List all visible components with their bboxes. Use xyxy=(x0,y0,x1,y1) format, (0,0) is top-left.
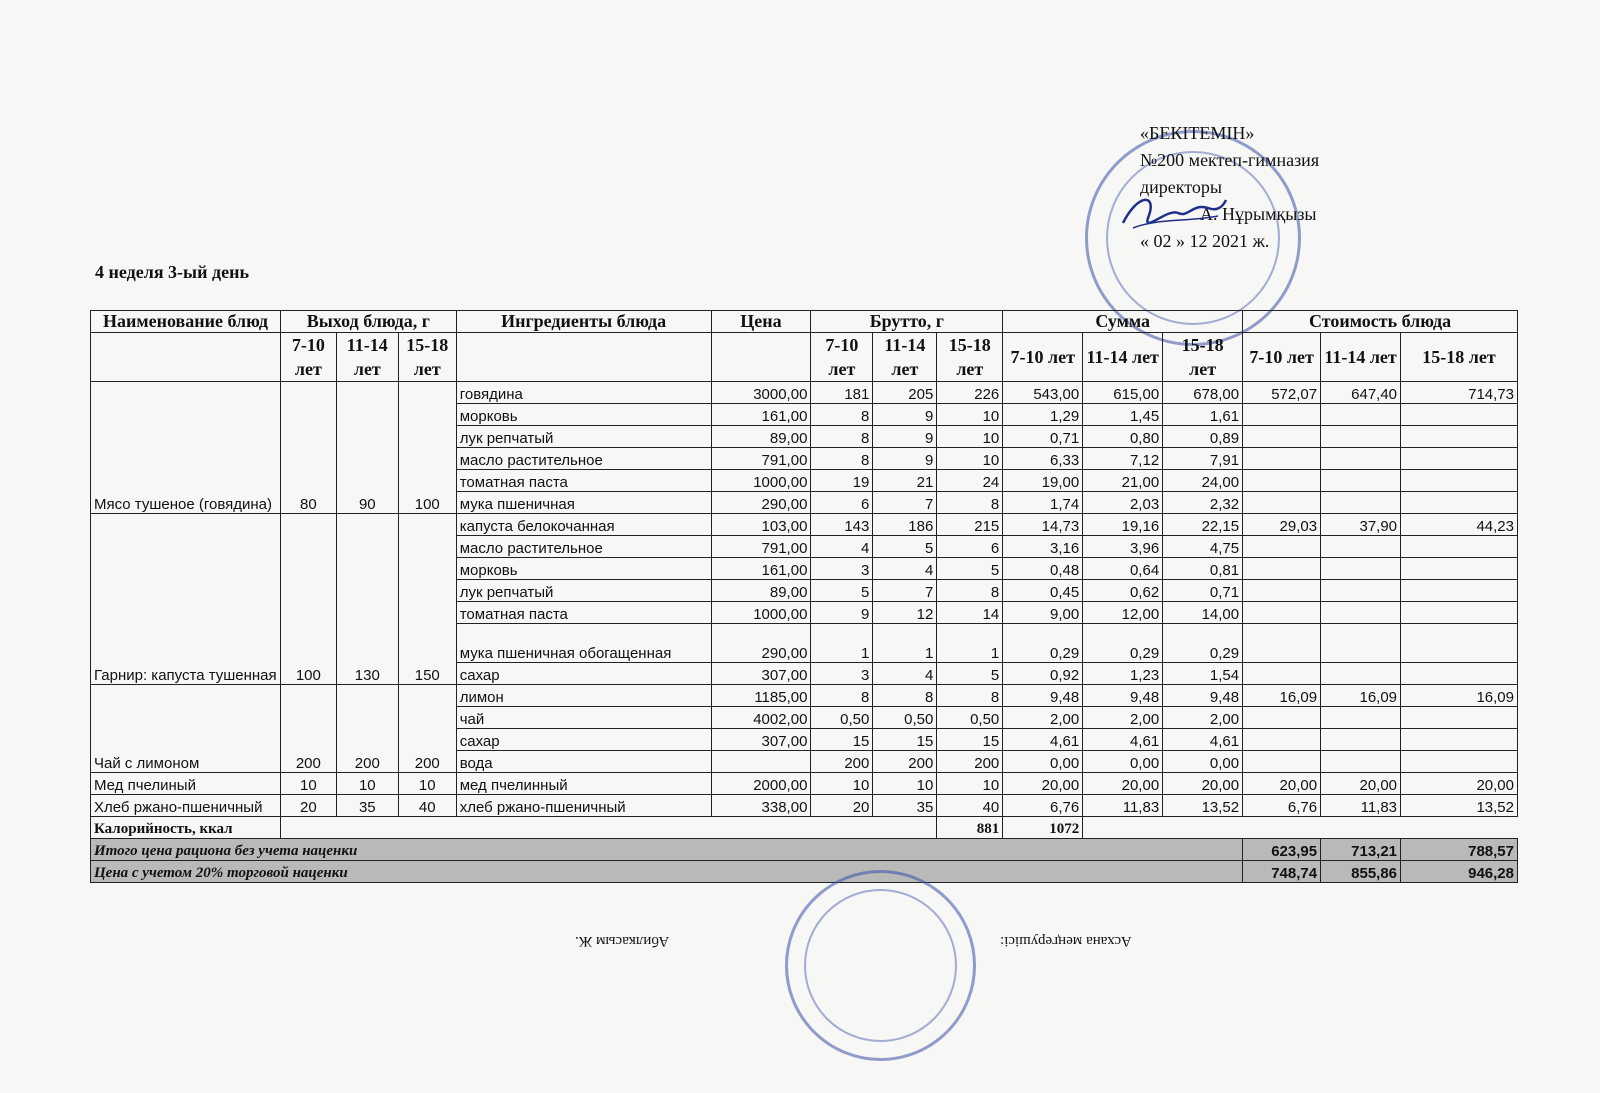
ingredient-brutto: 0,50 xyxy=(873,707,937,729)
ingredient-brutto: 15 xyxy=(811,729,873,751)
ingredient-brutto: 200 xyxy=(811,751,873,773)
empty-cell xyxy=(1321,751,1401,773)
ingredient-brutto: 3 xyxy=(811,558,873,580)
dish-cost: 20,00 xyxy=(1401,773,1518,795)
ingredient-name: лук репчатый xyxy=(456,580,711,602)
ingredient-brutto: 8 xyxy=(937,492,1003,514)
dish-output: 200 xyxy=(280,685,336,773)
empty-cell xyxy=(1321,558,1401,580)
header-sum-age3: 15-18 лет xyxy=(1163,333,1243,382)
empty-cell xyxy=(1243,404,1321,426)
table-row xyxy=(91,795,1518,817)
ingredient-brutto: 8 xyxy=(937,685,1003,707)
ingredient-sum: 0,29 xyxy=(1163,624,1243,663)
ingredient-price: 1000,00 xyxy=(711,602,811,624)
dish-output: 20 xyxy=(280,795,336,817)
empty-cell xyxy=(1321,580,1401,602)
empty-cell xyxy=(1243,602,1321,624)
empty-cell xyxy=(1321,426,1401,448)
ingredient-name: томатная паста xyxy=(456,470,711,492)
ingredient-price: 1000,00 xyxy=(711,470,811,492)
ingredient-sum: 9,48 xyxy=(1163,685,1243,707)
ingredient-price: 307,00 xyxy=(711,729,811,751)
empty-cell xyxy=(1321,492,1401,514)
ingredient-brutto: 200 xyxy=(937,751,1003,773)
menu-body xyxy=(91,382,1518,817)
ingredient-price: 89,00 xyxy=(711,426,811,448)
ingredient-brutto: 35 xyxy=(873,795,937,817)
ingredient-brutto: 9 xyxy=(873,448,937,470)
ingredient-brutto: 215 xyxy=(937,514,1003,536)
dish-cost: 11,83 xyxy=(1321,795,1401,817)
empty-cell xyxy=(1401,663,1518,685)
ingredient-brutto: 3 xyxy=(811,663,873,685)
ingredient-brutto: 8 xyxy=(937,580,1003,602)
header-sum: Сумма xyxy=(1003,311,1243,333)
ingredient-brutto: 143 xyxy=(811,514,873,536)
header-brutto: Брутто, г xyxy=(811,311,1003,333)
dish-name: Чай с лимоном xyxy=(91,685,281,773)
approval-line3: директоры xyxy=(1140,177,1223,197)
approval-line1: «БЕКІТЕМІН» xyxy=(1140,123,1255,143)
empty-cell xyxy=(1401,707,1518,729)
ingredient-brutto: 8 xyxy=(873,685,937,707)
ingredient-brutto: 5 xyxy=(811,580,873,602)
round-stamp-bottom xyxy=(785,870,976,1061)
dish-output: 80 xyxy=(280,382,336,514)
ingredient-brutto: 4 xyxy=(873,558,937,580)
empty-cell xyxy=(1321,707,1401,729)
dish-output: 90 xyxy=(336,382,398,514)
dish-output: 130 xyxy=(336,514,398,685)
empty-cell xyxy=(1401,602,1518,624)
ingredient-sum: 0,29 xyxy=(1003,624,1083,663)
menu-table xyxy=(90,310,1518,883)
dish-cost: 16,09 xyxy=(1401,685,1518,707)
ingredient-name: мука пшеничная обогащенная xyxy=(456,624,711,663)
ingredient-name: мед пчелинный xyxy=(456,773,711,795)
empty-cell xyxy=(1401,624,1518,663)
empty-cell xyxy=(1243,470,1321,492)
ingredient-price: 290,00 xyxy=(711,492,811,514)
approval-line2: №200 мектеп-гимназия xyxy=(1140,150,1320,170)
empty-cell xyxy=(1321,404,1401,426)
dish-cost: 714,73 xyxy=(1401,382,1518,404)
ingredient-sum: 1,74 xyxy=(1003,492,1083,514)
ingredient-brutto: 10 xyxy=(937,426,1003,448)
ingredient-sum: 3,96 xyxy=(1083,536,1163,558)
dish-output: 10 xyxy=(280,773,336,795)
ingredient-sum: 615,00 xyxy=(1083,382,1163,404)
ingredient-sum: 0,29 xyxy=(1083,624,1163,663)
ingredient-sum: 19,00 xyxy=(1003,470,1083,492)
ingredient-sum: 2,00 xyxy=(1003,707,1083,729)
ingredient-name: морковь xyxy=(456,558,711,580)
header-sum-age1: 7-10 лет xyxy=(1003,333,1083,382)
calories-row xyxy=(91,817,1518,839)
dish-output: 100 xyxy=(280,514,336,685)
header-ingredients: Ингредиенты блюда xyxy=(456,311,711,333)
ingredient-brutto: 5 xyxy=(937,663,1003,685)
ingredient-brutto: 10 xyxy=(873,773,937,795)
ingredient-sum: 2,00 xyxy=(1083,707,1163,729)
header-output: Выход блюда, г xyxy=(280,311,456,333)
ingredient-sum: 7,12 xyxy=(1083,448,1163,470)
ingredient-price: 161,00 xyxy=(711,558,811,580)
ingredient-brutto: 8 xyxy=(811,448,873,470)
empty-cell xyxy=(1243,663,1321,685)
ingredient-brutto: 4 xyxy=(873,663,937,685)
ingredient-brutto: 15 xyxy=(937,729,1003,751)
ingredient-sum: 0,00 xyxy=(1163,751,1243,773)
approval-line4: А. Нұрымқызы xyxy=(1200,204,1317,224)
ingredient-brutto: 1 xyxy=(873,624,937,663)
header-row-1 xyxy=(91,311,1518,333)
ingredient-sum: 1,23 xyxy=(1083,663,1163,685)
ingredient-sum: 13,52 xyxy=(1163,795,1243,817)
ingredient-brutto: 5 xyxy=(937,558,1003,580)
header-brutto-age3: 15-18 лет xyxy=(937,333,1003,382)
empty-cell xyxy=(1243,492,1321,514)
ingredient-brutto: 19 xyxy=(811,470,873,492)
ingredient-price: 290,00 xyxy=(711,624,811,663)
ingredient-sum: 22,15 xyxy=(1163,514,1243,536)
empty-cell xyxy=(1321,536,1401,558)
dish-output: 40 xyxy=(398,795,456,817)
ingredient-brutto: 226 xyxy=(937,382,1003,404)
ingredient-sum: 1,29 xyxy=(1003,404,1083,426)
dish-cost: 647,40 xyxy=(1321,382,1401,404)
dish-cost: 572,07 xyxy=(1243,382,1321,404)
ingredient-brutto: 205 xyxy=(873,382,937,404)
markup-value-3: 946,28 xyxy=(1401,861,1518,883)
ingredient-name: сахар xyxy=(456,663,711,685)
ingredient-sum: 543,00 xyxy=(1003,382,1083,404)
header-output-age2: 11-14 лет xyxy=(336,333,398,382)
ingredient-brutto: 5 xyxy=(873,536,937,558)
ingredient-brutto: 0,50 xyxy=(811,707,873,729)
ingredient-brutto: 9 xyxy=(811,602,873,624)
ingredient-sum: 4,75 xyxy=(1163,536,1243,558)
ingredient-sum: 14,73 xyxy=(1003,514,1083,536)
ingredient-brutto: 7 xyxy=(873,580,937,602)
ingredient-brutto: 186 xyxy=(873,514,937,536)
header-brutto-age2: 11-14 лет xyxy=(873,333,937,382)
dish-cost: 16,09 xyxy=(1243,685,1321,707)
ingredient-sum: 3,16 xyxy=(1003,536,1083,558)
header-cost-age3: 15-18 лет xyxy=(1401,333,1518,382)
empty-cell xyxy=(1243,624,1321,663)
empty-cell xyxy=(1243,426,1321,448)
header-brutto-age1: 7-10 лет xyxy=(811,333,873,382)
ingredient-sum: 21,00 xyxy=(1083,470,1163,492)
markup-label: Цена с учетом 20% торговой наценки xyxy=(91,861,1243,883)
ingredient-brutto: 8 xyxy=(811,404,873,426)
ingredient-brutto: 8 xyxy=(811,685,873,707)
total-value-3: 788,57 xyxy=(1401,839,1518,861)
dish-cost: 37,90 xyxy=(1321,514,1401,536)
total-value-1: 623,95 xyxy=(1243,839,1321,861)
ingredient-sum: 6,76 xyxy=(1003,795,1083,817)
ingredient-brutto: 6 xyxy=(811,492,873,514)
dish-name: Мед пчелиный xyxy=(91,773,281,795)
dish-output: 10 xyxy=(336,773,398,795)
ingredient-brutto: 10 xyxy=(811,773,873,795)
empty-cell xyxy=(1321,602,1401,624)
ingredient-brutto: 7 xyxy=(873,492,937,514)
table-row xyxy=(91,685,1518,707)
ingredient-sum: 20,00 xyxy=(1163,773,1243,795)
ingredient-sum: 24,00 xyxy=(1163,470,1243,492)
ingredient-price: 103,00 xyxy=(711,514,811,536)
dish-output: 150 xyxy=(398,514,456,685)
dish-name: Хлеб ржано-пшеничный xyxy=(91,795,281,817)
dish-output: 100 xyxy=(398,382,456,514)
ingredient-brutto: 8 xyxy=(811,426,873,448)
ingredient-price: 307,00 xyxy=(711,663,811,685)
calories-label: Калорийность, ккал xyxy=(91,817,281,839)
total-row xyxy=(91,839,1518,861)
ingredient-sum: 7,91 xyxy=(1163,448,1243,470)
table-row xyxy=(91,382,1518,404)
dish-cost: 20,00 xyxy=(1321,773,1401,795)
ingredient-sum: 14,00 xyxy=(1163,602,1243,624)
ingredient-sum: 9,48 xyxy=(1083,685,1163,707)
ingredient-sum: 9,00 xyxy=(1003,602,1083,624)
ingredient-price: 4002,00 xyxy=(711,707,811,729)
empty-cell xyxy=(1243,729,1321,751)
empty-cell xyxy=(1401,580,1518,602)
header-price: Цена xyxy=(711,311,811,333)
ingredient-name: томатная паста xyxy=(456,602,711,624)
ingredient-sum: 0,64 xyxy=(1083,558,1163,580)
header-dish: Наименование блюд xyxy=(91,311,281,333)
dish-output: 10 xyxy=(398,773,456,795)
header-sum-age2: 11-14 лет xyxy=(1083,333,1163,382)
ingredient-price: 161,00 xyxy=(711,404,811,426)
empty-cell xyxy=(1401,558,1518,580)
dish-cost: 29,03 xyxy=(1243,514,1321,536)
total-label: Итого цена рациона без учета наценки xyxy=(91,839,1243,861)
ingredient-name: лимон xyxy=(456,685,711,707)
ingredient-sum: 20,00 xyxy=(1003,773,1083,795)
dish-cost: 16,09 xyxy=(1321,685,1401,707)
dish-output: 35 xyxy=(336,795,398,817)
ingredient-brutto: 1 xyxy=(811,624,873,663)
empty-cell xyxy=(1321,729,1401,751)
markup-value-2: 855,86 xyxy=(1321,861,1401,883)
ingredient-sum: 0,80 xyxy=(1083,426,1163,448)
ingredient-sum: 1,54 xyxy=(1163,663,1243,685)
empty-cell xyxy=(1401,448,1518,470)
empty-cell xyxy=(1321,663,1401,685)
ingredient-sum: 0,71 xyxy=(1163,580,1243,602)
ingredient-name: масло растительное xyxy=(456,536,711,558)
ingredient-price: 338,00 xyxy=(711,795,811,817)
empty-cell xyxy=(1321,624,1401,663)
ingredient-name: хлеб ржано-пшеничный xyxy=(456,795,711,817)
dish-cost: 44,23 xyxy=(1401,514,1518,536)
ingredient-name: мука пшеничная xyxy=(456,492,711,514)
ingredient-price: 89,00 xyxy=(711,580,811,602)
ingredient-brutto: 20 xyxy=(811,795,873,817)
dish-output: 200 xyxy=(336,685,398,773)
markup-row xyxy=(91,861,1518,883)
ingredient-brutto: 9 xyxy=(873,426,937,448)
ingredient-sum: 0,81 xyxy=(1163,558,1243,580)
ingredient-name: вода xyxy=(456,751,711,773)
table-row xyxy=(91,773,1518,795)
header-cost-age1: 7-10 лет xyxy=(1243,333,1321,382)
ingredient-sum: 4,61 xyxy=(1003,729,1083,751)
ingredient-sum: 11,83 xyxy=(1083,795,1163,817)
ingredient-brutto: 9 xyxy=(873,404,937,426)
ingredient-brutto: 15 xyxy=(873,729,937,751)
ingredient-name: морковь xyxy=(456,404,711,426)
total-value-2: 713,21 xyxy=(1321,839,1401,861)
ingredient-brutto: 181 xyxy=(811,382,873,404)
ingredient-sum: 0,89 xyxy=(1163,426,1243,448)
ingredient-sum: 19,16 xyxy=(1083,514,1163,536)
ingredient-brutto: 10 xyxy=(937,773,1003,795)
dish-cost: 6,76 xyxy=(1243,795,1321,817)
ingredient-brutto: 12 xyxy=(873,602,937,624)
empty-cell xyxy=(1243,580,1321,602)
ingredient-brutto: 200 xyxy=(873,751,937,773)
ingredient-name: сахар xyxy=(456,729,711,751)
ingredient-brutto: 10 xyxy=(937,448,1003,470)
calories-value-1: 881 xyxy=(937,817,1003,839)
ingredient-sum: 0,00 xyxy=(1003,751,1083,773)
empty-cell xyxy=(1243,448,1321,470)
table-row xyxy=(91,514,1518,536)
empty-cell xyxy=(1243,558,1321,580)
empty-cell xyxy=(1243,536,1321,558)
ingredient-brutto: 1 xyxy=(937,624,1003,663)
ingredient-sum: 678,00 xyxy=(1163,382,1243,404)
header-cost: Стоимость блюда xyxy=(1243,311,1518,333)
ingredient-sum: 1,61 xyxy=(1163,404,1243,426)
ingredient-brutto: 4 xyxy=(811,536,873,558)
signature-right-text: Асхана меңгерушісі: xyxy=(1000,933,1132,949)
empty-cell xyxy=(1401,426,1518,448)
ingredient-name: чай xyxy=(456,707,711,729)
empty-cell xyxy=(1243,707,1321,729)
ingredient-sum: 6,33 xyxy=(1003,448,1083,470)
dish-name: Мясо тушеное (говядина) xyxy=(91,382,281,514)
empty-cell xyxy=(1401,536,1518,558)
header-output-age1: 7-10 лет xyxy=(280,333,336,382)
ingredient-price: 1185,00 xyxy=(711,685,811,707)
ingredient-sum: 2,00 xyxy=(1163,707,1243,729)
header-row-2 xyxy=(91,333,1518,382)
ingredient-price: 2000,00 xyxy=(711,773,811,795)
empty-cell xyxy=(1243,751,1321,773)
empty-cell xyxy=(1401,470,1518,492)
director-signature xyxy=(1118,188,1228,238)
ingredient-sum: 0,00 xyxy=(1083,751,1163,773)
ingredient-sum: 0,62 xyxy=(1083,580,1163,602)
ingredient-sum: 20,00 xyxy=(1083,773,1163,795)
markup-value-1: 748,74 xyxy=(1243,861,1321,883)
ingredient-name: говядина xyxy=(456,382,711,404)
ingredient-sum: 0,71 xyxy=(1003,426,1083,448)
ingredient-brutto: 40 xyxy=(937,795,1003,817)
empty-cell xyxy=(1401,729,1518,751)
ingredient-price: 791,00 xyxy=(711,536,811,558)
ingredient-name: масло растительное xyxy=(456,448,711,470)
ingredient-price: 791,00 xyxy=(711,448,811,470)
ingredient-brutto: 10 xyxy=(937,404,1003,426)
page-title: 4 неделя 3-ый день xyxy=(95,262,249,282)
ingredient-sum: 0,92 xyxy=(1003,663,1083,685)
ingredient-brutto: 14 xyxy=(937,602,1003,624)
ingredient-brutto: 6 xyxy=(937,536,1003,558)
ingredient-sum: 1,45 xyxy=(1083,404,1163,426)
empty-cell xyxy=(1401,751,1518,773)
ingredient-sum: 2,32 xyxy=(1163,492,1243,514)
signature-left-text: Абилкасым Ж. xyxy=(575,933,670,949)
dish-cost: 20,00 xyxy=(1243,773,1321,795)
ingredient-sum: 2,03 xyxy=(1083,492,1163,514)
ingredient-sum: 0,45 xyxy=(1003,580,1083,602)
dish-cost: 13,52 xyxy=(1401,795,1518,817)
empty-cell xyxy=(1321,470,1401,492)
ingredient-sum: 0,48 xyxy=(1003,558,1083,580)
calories-value-2: 1072 xyxy=(1003,817,1083,839)
dish-output: 200 xyxy=(398,685,456,773)
ingredient-price: 3000,00 xyxy=(711,382,811,404)
dish-name: Гарнир: капуста тушенная xyxy=(91,514,281,685)
ingredient-brutto: 24 xyxy=(937,470,1003,492)
header-output-age3: 15-18 лет xyxy=(398,333,456,382)
ingredient-price xyxy=(711,751,811,773)
empty-cell xyxy=(1401,492,1518,514)
empty-cell xyxy=(1321,448,1401,470)
approval-date: « 02 » 12 2021 ж. xyxy=(1140,231,1270,251)
ingredient-brutto: 0,50 xyxy=(937,707,1003,729)
ingredient-sum: 4,61 xyxy=(1163,729,1243,751)
header-cost-age2: 11-14 лет xyxy=(1321,333,1401,382)
ingredient-name: лук репчатый xyxy=(456,426,711,448)
ingredient-sum: 9,48 xyxy=(1003,685,1083,707)
ingredient-sum: 12,00 xyxy=(1083,602,1163,624)
ingredient-sum: 4,61 xyxy=(1083,729,1163,751)
ingredient-name: капуста белокочанная xyxy=(456,514,711,536)
ingredient-brutto: 21 xyxy=(873,470,937,492)
empty-cell xyxy=(1401,404,1518,426)
